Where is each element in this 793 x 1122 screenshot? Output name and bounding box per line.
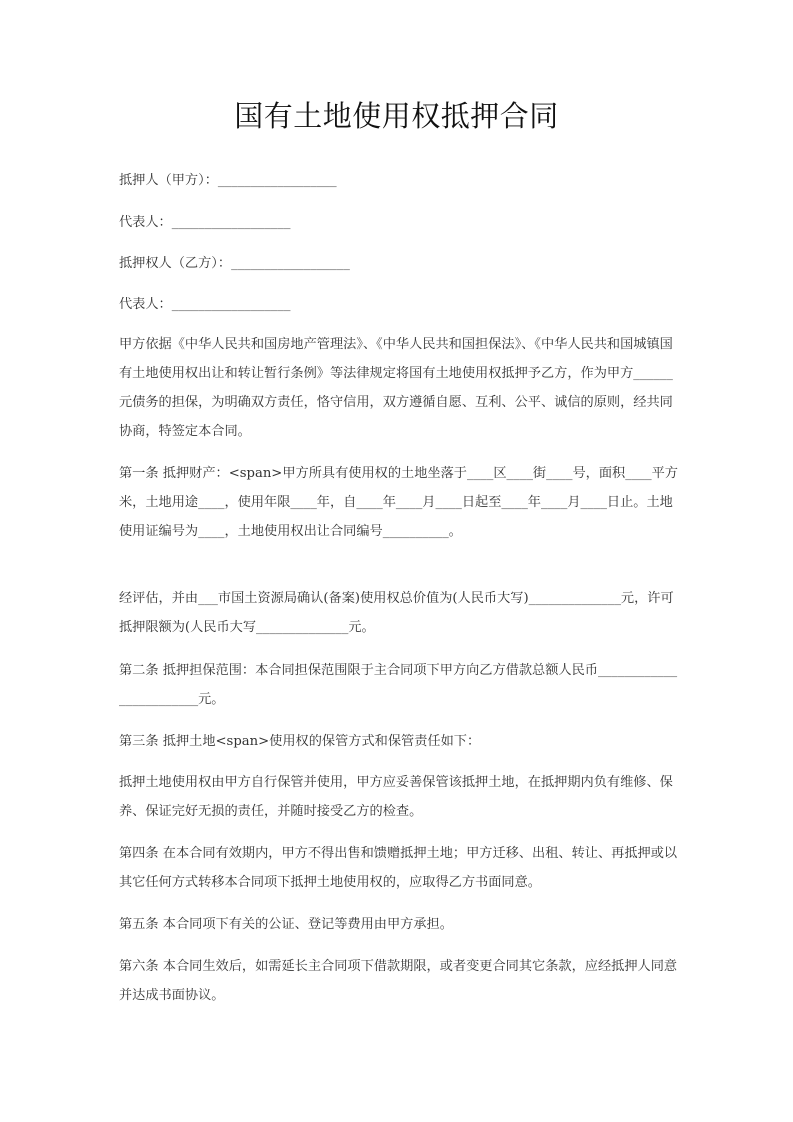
article-5-paragraph: 第五条 本合同项下有关的公证、登记等费用由甲方承担。 xyxy=(119,917,453,932)
custody-paragraph: 抵押土地使用权由甲方自行保管并使用，甲方应妥善保管该抵押土地，在抵押期内负有维修、保养、保证完好无损的责任，并随时接受乙方的检查。 xyxy=(119,775,673,819)
article-6-paragraph: 第六条 本合同生效后，如需延长主合同项下借款期限，或者变更合同其它条款，应经抵押人同意并达成书面协议。 xyxy=(119,959,678,1003)
pledgee-representative-field xyxy=(119,295,290,315)
pledgor-representative-label: 代表人： xyxy=(119,215,172,230)
pledgee-representative-blank[interactable]: __________________ xyxy=(171,297,291,312)
pledgee-blank[interactable]: __________________ xyxy=(231,256,350,271)
article-3-paragraph: 第三条 抵押土地<span>使用权的保管方式和保管责任如下： xyxy=(119,734,481,749)
valuation-paragraph: 经评估，并由___市国土资源局确认(备案)使用权总价值为(人民币大写)______________元，许可抵押限额为(人民币大写______________元。 xyxy=(119,591,674,635)
pledgor-field xyxy=(119,171,337,191)
pledgee-representative-label: 代表人： xyxy=(119,297,172,312)
preamble-paragraph: 甲方依据《中华人民共和国房地产管理法》、《中华人民共和国担保法》、《中华人民共和国城镇国有土地使用权出让和转让暂行条例》等法律规定将国有土地使用权抵押予乙方，作为甲方______元债务的担保，为明确双方责任，恪守信用，双方遵循自愿、互利、公平、诚信的原则，经共同协商，特签定本合同。 xyxy=(119,337,673,439)
pledgor-blank[interactable]: __________________ xyxy=(217,173,337,188)
article-4-paragraph: 第四条 在本合同有效期内，甲方不得出售和馈赠抵押土地；甲方迁移、出租、转让、再抵押或以其它任何方式转移本合同项下抵押土地使用权的，应取得乙方书面同意。 xyxy=(119,846,678,890)
pledgee-field xyxy=(119,254,350,274)
article-2-paragraph: 第二条 抵押担保范围：本合同担保范围限于主合同项下甲方向乙方借款总额人民币________________________元。 xyxy=(119,663,678,707)
pledgee-label: 抵押权人（乙方）： xyxy=(119,256,232,271)
document-title: 国有土地使用权抵押合同 xyxy=(234,99,559,133)
pledgor-representative-blank[interactable]: __________________ xyxy=(171,215,291,230)
pledgor-representative-field xyxy=(119,213,290,233)
pledgor-label: 抵押人（甲方）： xyxy=(119,173,218,188)
article-1-paragraph: 第一条 抵押财产：<span>甲方所具有使用权的土地坐落于____区____街____号，面积____平方米，土地用途____，使用年限____年，自____年____月____日起至____年____月____日止。土地使用证编号为____，土地使用权出让合同编号__________。 xyxy=(119,466,678,539)
